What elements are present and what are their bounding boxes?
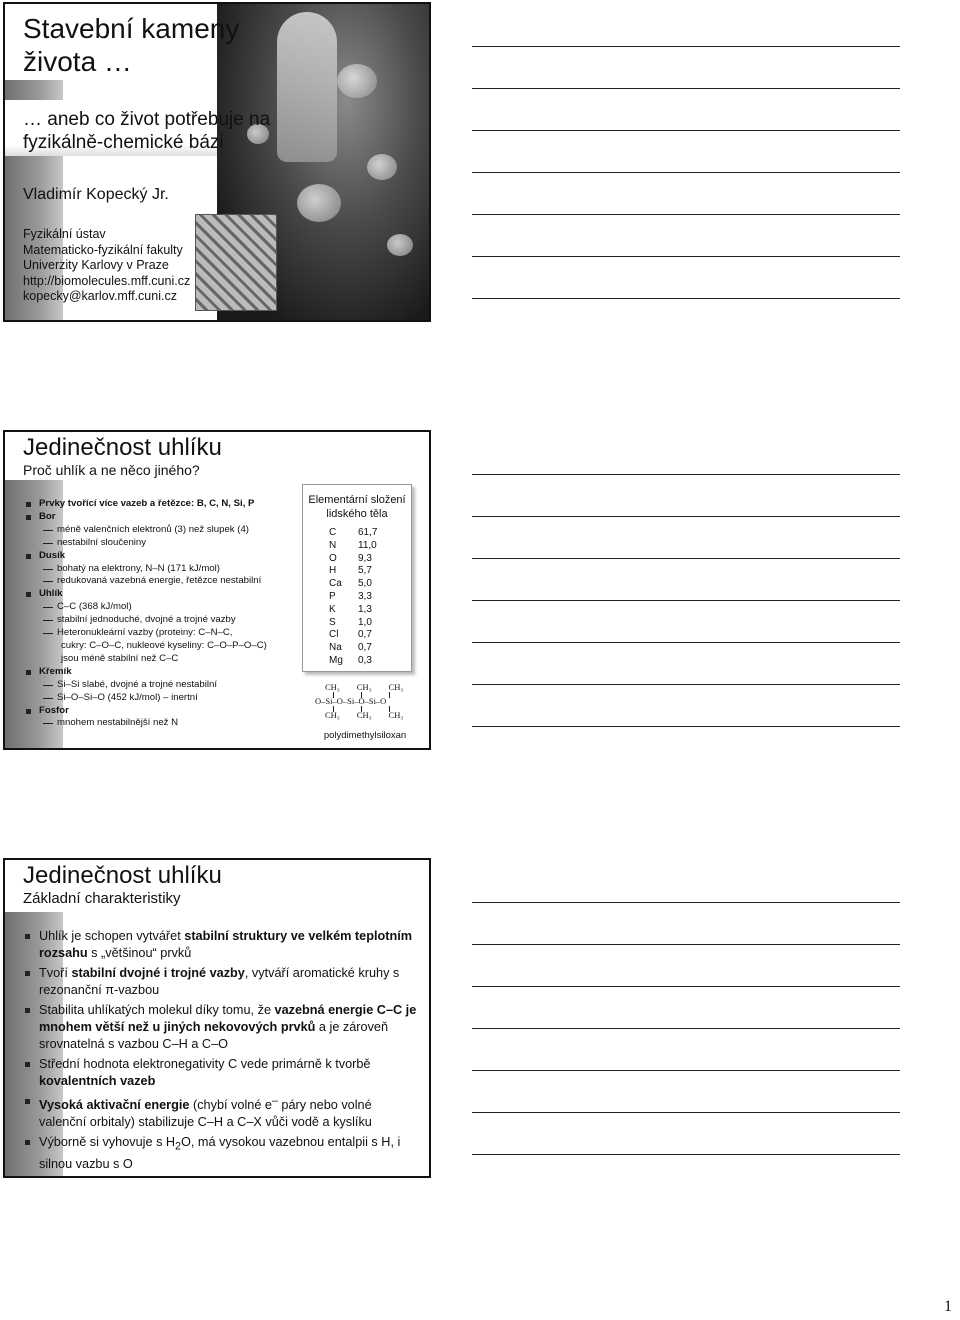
element-symbol: Cl xyxy=(329,629,339,641)
composition-row xyxy=(329,604,377,617)
element-symbol: C xyxy=(329,527,337,538)
note-line xyxy=(472,130,900,131)
bullet-heading: Křemík xyxy=(21,666,311,679)
note-line xyxy=(472,1154,900,1155)
note-line xyxy=(472,986,900,987)
element-symbol: Mg xyxy=(329,654,343,666)
composition-row xyxy=(329,591,377,604)
bullet-heading: Uhlík xyxy=(21,588,311,601)
composition-box xyxy=(302,484,412,672)
element-percent: 61,7 xyxy=(358,527,378,538)
element-percent: 0,7 xyxy=(358,629,372,641)
author-name: Vladimír Kopecký Jr. xyxy=(23,186,169,203)
composition-row xyxy=(329,527,377,540)
bullet-heading: Fosfor xyxy=(21,705,311,718)
page-number: 1 xyxy=(944,1298,952,1315)
bullet-item: Tvoří stabilní dvojné i trojné vazby, vytváří aromatické kruhy s rezonanční π-vazbou xyxy=(21,965,421,999)
note-line xyxy=(472,46,900,47)
human-figure-shape xyxy=(277,12,337,162)
slide-title xyxy=(3,2,431,322)
composition-row xyxy=(329,578,377,591)
affiliation-block xyxy=(23,227,190,305)
bullet-item: Uhlík je schopen vytvářet stabilní struktury ve velkém teplotním rozsahu s „většinou“ prvků xyxy=(21,928,421,962)
element-symbol: N xyxy=(329,539,337,551)
slide-title-text xyxy=(23,12,239,78)
email-link[interactable]: kopecky@karlov.mff.cuni.cz xyxy=(23,289,177,303)
bullet-subitem: redukovaná vazebná energie, řetězce nestabilní xyxy=(21,575,311,588)
bullet-list xyxy=(21,928,421,1176)
composition-title-line: lidského těla xyxy=(326,508,388,520)
zeolite-structure-image xyxy=(195,214,277,311)
element-percent: 1,0 xyxy=(358,616,372,628)
note-line xyxy=(472,298,900,299)
bullet-subitem: Heteronukleární vazby (proteiny: C–N–C, xyxy=(21,627,311,640)
bullet-subitem: mnohem nestabilnější než N xyxy=(21,717,311,730)
note-line xyxy=(472,1028,900,1029)
note-line xyxy=(472,516,900,517)
element-percent: 9,3 xyxy=(358,552,372,564)
note-line xyxy=(472,474,900,475)
polymer-row-bottom: CH₃ CH₃ CH₃ xyxy=(325,710,404,720)
slide-subtitle: Základní charakteristiky xyxy=(23,890,181,907)
subtitle-line: … aneb co život potřebuje na xyxy=(23,109,271,130)
bullet-heading: Bor xyxy=(21,511,311,524)
composition-title-line: Elementární složení xyxy=(308,494,406,506)
note-line xyxy=(472,1112,900,1113)
slide-carbon-uniqueness xyxy=(3,430,431,750)
slide-carbon-characteristics xyxy=(3,858,431,1178)
bullet-item: Stabilita uhlíkatých molekul díky tomu, že vazebná energie C–C je mnohem větší než u jiných nekovových prvků a je zároveň srovnatelná s vazbou C–H a C–O xyxy=(21,1002,421,1053)
element-percent: 0,3 xyxy=(358,654,372,666)
note-line xyxy=(472,600,900,601)
element-percent: 1,3 xyxy=(358,603,372,615)
note-line xyxy=(472,558,900,559)
element-percent: 5,7 xyxy=(358,565,372,577)
note-line xyxy=(472,1070,900,1071)
element-symbol: Na xyxy=(329,642,342,654)
bullet-subitem: jsou méně stabilní než C–C xyxy=(61,652,179,664)
composition-table xyxy=(329,527,377,668)
composition-row xyxy=(329,629,377,642)
element-symbol: S xyxy=(329,616,336,628)
composition-row xyxy=(329,540,377,553)
element-percent: 11,0 xyxy=(358,539,377,551)
bullet-subitem: Si–O–Si–O (452 kJ/mol) – inertní xyxy=(21,692,311,705)
bullet-subitem: Si–Si slabé, dvojné a trojné nestabilní xyxy=(21,679,311,692)
bullet-list xyxy=(21,498,311,730)
cell-shape xyxy=(367,154,397,180)
subtitle-line: fyzikálně-chemické bázi xyxy=(23,132,224,153)
bullet-item: Vysoká aktivační energie (chybí volné e– páry nebo volné valenční orbitaly) stabilizuje C–H a C–X vůči vodě a kyslíku xyxy=(21,1093,421,1131)
website-link[interactable]: http://biomolecules.mff.cuni.cz xyxy=(23,273,191,288)
slide-title-text: Jedinečnost uhlíku xyxy=(23,862,222,889)
bullet-heading: Prvky tvořící více vazeb a řetězce: B, C, N, Si, P xyxy=(21,498,311,511)
bullet-subitem: C–C (368 kJ/mol) xyxy=(21,601,311,614)
note-line xyxy=(472,726,900,727)
bullet-subitem: nestabilní sloučeniny xyxy=(21,537,311,550)
composition-row xyxy=(329,642,377,655)
element-symbol: P xyxy=(329,590,336,602)
cell-shape xyxy=(337,64,377,98)
title-line: Stavební kameny xyxy=(23,13,240,44)
element-symbol: O xyxy=(329,552,337,564)
affiliation-line: Matematicko-fyzikální fakulty xyxy=(23,242,183,257)
composition-title xyxy=(303,493,411,521)
affiliation-line: Univerzity Karlovy v Praze xyxy=(23,258,169,272)
polymer-row-main: O–Si–O–Si–O–Si–O xyxy=(315,696,387,706)
note-line xyxy=(472,684,900,685)
title-line: života … xyxy=(23,46,132,77)
bond-line xyxy=(389,692,390,698)
composition-row xyxy=(329,655,377,668)
cell-shape xyxy=(387,234,413,256)
note-line xyxy=(472,944,900,945)
cell-shape xyxy=(297,184,341,222)
bullet-heading: Dusík xyxy=(21,550,311,563)
bullet-subitem: bohatý na elektrony, N–N (171 kJ/mol) xyxy=(21,563,311,576)
note-line xyxy=(472,88,900,89)
bullet-item: Výborně si vyhovuje s $H_2O$, má vysokou vazebnou entalpii s H, i silnou vazbu s O xyxy=(21,1134,421,1173)
element-symbol: H xyxy=(329,565,337,577)
slide-subtitle: Proč uhlík a ne něco jiného? xyxy=(23,462,200,478)
note-line xyxy=(472,256,900,257)
slide-title-text: Jedinečnost uhlíku xyxy=(23,434,222,461)
element-symbol: K xyxy=(329,603,336,615)
element-percent: 5,0 xyxy=(358,578,372,590)
note-line xyxy=(472,214,900,215)
slide-subtitle xyxy=(23,108,270,154)
element-percent: 3,3 xyxy=(358,590,372,602)
bullet-item: Střední hodnota elektronegativity C vede primárně k tvorbě kovalentních vazeb xyxy=(21,1056,421,1090)
polymer-row-top: CH₃ CH₃ CH₃ xyxy=(325,682,404,692)
bullet-subitem: méně valenčních elektronů (3) než slupek (4) xyxy=(21,524,311,537)
composition-row xyxy=(329,565,377,578)
bullet-subitem: stabilní jednoduché, dvojné a trojné vazby xyxy=(21,614,311,627)
note-line xyxy=(472,902,900,903)
polymer-label: polydimethylsiloxan xyxy=(323,730,407,741)
note-line xyxy=(472,172,900,173)
composition-row xyxy=(329,553,377,566)
element-symbol: Ca xyxy=(329,578,342,590)
note-line xyxy=(472,642,900,643)
affiliation-line: Fyzikální ústav xyxy=(23,227,106,241)
composition-row xyxy=(329,617,377,630)
bullet-subitem: cukry: C–O–C, nukleové kyseliny: C–O–P–O–C) xyxy=(61,639,267,651)
element-percent: 0,7 xyxy=(358,642,372,654)
